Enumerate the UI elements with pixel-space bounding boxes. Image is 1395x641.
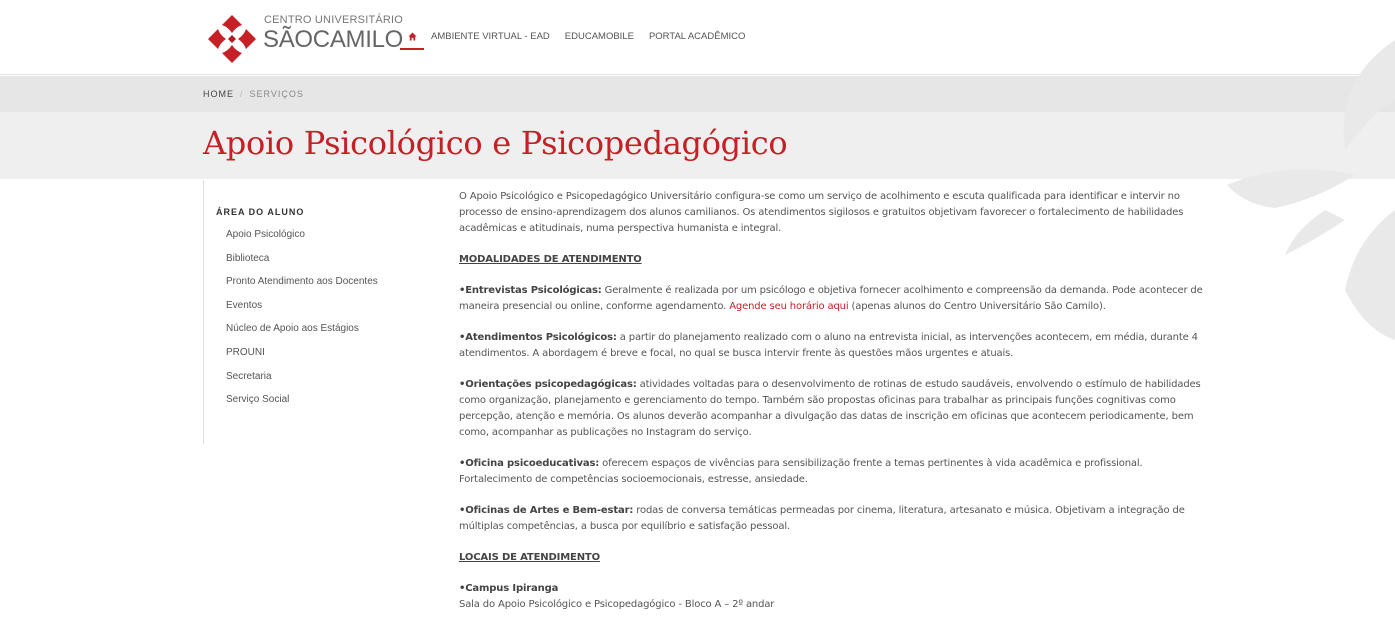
campus-title-line (459, 581, 1204, 597)
modalidades-heading: MODALIDADES DE ATENDIMENTO (459, 254, 642, 265)
sidebar-item-nucleo-estagios[interactable]: Núcleo de Apoio aos Estágios (226, 323, 359, 335)
atendimentos-text: a partir do planejamento realizado com o aluno na entrevista inicial, as intervenções acontecem, em média, durante 4 atendimentos. A abordagem é breve e focal, no qual se busca intervir frente às questões mãos urgentes e atuais. (459, 332, 1198, 359)
atendimentos-title: •Atendimentos Psicológicos: (459, 332, 617, 343)
main-nav (400, 28, 760, 50)
orientacoes-text: atividades voltadas para o desenvolvimento de rotinas de estudo saudáveis, envolvendo o estímulo de habilidades como organização, planejamento e gerenciamento do tempo. Também são propostas oficinas para trabalhar as principais funções cognitivas como percepção, atenção e memória. Os alunos deverão acompanhar a divulgação das datas de inscrição em oficinas que acontecem periodicamente, bem como, acompanhar as publicações no Instagram do serviço. (459, 379, 1201, 438)
intro-paragraph: O Apoio Psicológico e Psicopedagógico Universitário configura-se como um serviço de acolhimento e escuta qualificada para identificar e intervir no processo de ensino-aprendizagem dos alunos camilianos. Os atendimentos sigilosos e gratuitos objetivam favorecer o fortalecimento de habilidades acadêmicas e atitudinais, numa perspectiva humanista e integral. (459, 191, 1184, 234)
entrevistas-after: (apenas alunos do Centro Universitário São Camilo). (848, 301, 1106, 312)
entrevistas-text: Geralmente é realizada por um psicólogo e objetiva fornecer acolhimento e compreensão da demanda. Pode acontecer de maneira presencial ou online, conforme agendamento. (459, 285, 1203, 312)
sidebar-item-biblioteca[interactable]: Biblioteca (226, 252, 270, 264)
oficina-paragraph (459, 456, 1204, 488)
sidebar-item-eventos[interactable]: Eventos (226, 299, 263, 311)
logo-subtitle: CENTRO UNIVERSITÁRIO (264, 14, 404, 26)
sao-camilo-cross-icon (206, 13, 258, 65)
decorative-leaf-shapes (1215, 40, 1395, 380)
entrevistas-paragraph (459, 283, 1204, 315)
nav-portal-academico[interactable]: PORTAL ACADÊMICO (648, 31, 746, 42)
nav-educamobile[interactable]: EDUCAMOBILE (564, 31, 634, 42)
sidebar-item-prouni[interactable]: PROUNI (226, 346, 265, 358)
site-logo[interactable] (206, 13, 404, 65)
site-header (0, 0, 1395, 75)
artes-text: rodas de conversa temáticas permeadas por cinema, literatura, artesanato e música. Objetivam a integração de múltiplas competências, a busca por equilíbrio e satisfação pessoal. (459, 505, 1185, 532)
campus-title: •Campus Ipiranga (459, 583, 559, 594)
orientacoes-paragraph (459, 377, 1204, 441)
main-content (459, 189, 1204, 613)
sidebar-item-pronto-atendimento[interactable]: Pronto Atendimento aos Docentes (226, 276, 378, 288)
sidebar-item-apoio-psicologico[interactable]: Apoio Psicológico (226, 229, 305, 240)
sidebar (203, 180, 413, 444)
sidebar-heading: ÁREA DO ALUNO (216, 207, 305, 217)
nav-ambiente-virtual[interactable]: AMBIENTE VIRTUAL - EAD (431, 31, 550, 42)
oficina-text: oferecem espaços de vivências para sensibilização frente a temas pertinentes à vida acadêmica e profissional. Fortalecimento de competências socioemocionais, estresse, ansiedade. (459, 458, 1143, 485)
oficina-title: •Oficina psicoeducativas: (459, 458, 600, 469)
sidebar-item-secretaria[interactable]: Secretaria (226, 370, 272, 382)
breadcrumb (203, 89, 304, 99)
logo-title: SÃOCAMILO (263, 26, 403, 53)
breadcrumb-current[interactable]: SERVIÇOS (249, 89, 304, 99)
artes-title: •Oficinas de Artes e Bem-estar: (459, 505, 634, 516)
orientacoes-title: •Orientações psicopedagógicas: (459, 379, 637, 390)
home-icon (408, 32, 417, 41)
artes-paragraph (459, 503, 1204, 535)
sidebar-menu (226, 228, 378, 417)
breadcrumb-home[interactable]: HOME (203, 89, 234, 99)
locais-heading: LOCAIS DE ATENDIMENTO (459, 552, 600, 563)
agende-horario-link[interactable]: Agende seu horário aqui (729, 301, 849, 312)
campus-text: Sala do Apoio Psicológico e Psicopedagógico - Bloco A – 2º andar (459, 599, 775, 610)
atendimentos-paragraph (459, 330, 1204, 362)
nav-home[interactable] (400, 28, 424, 50)
page-title: Apoio Psicológico e Psicopedagógico (203, 124, 788, 162)
entrevistas-title: •Entrevistas Psicológicas: (459, 285, 602, 296)
breadcrumb-separator: / (240, 89, 244, 99)
sidebar-item-servico-social[interactable]: Serviço Social (226, 394, 290, 406)
